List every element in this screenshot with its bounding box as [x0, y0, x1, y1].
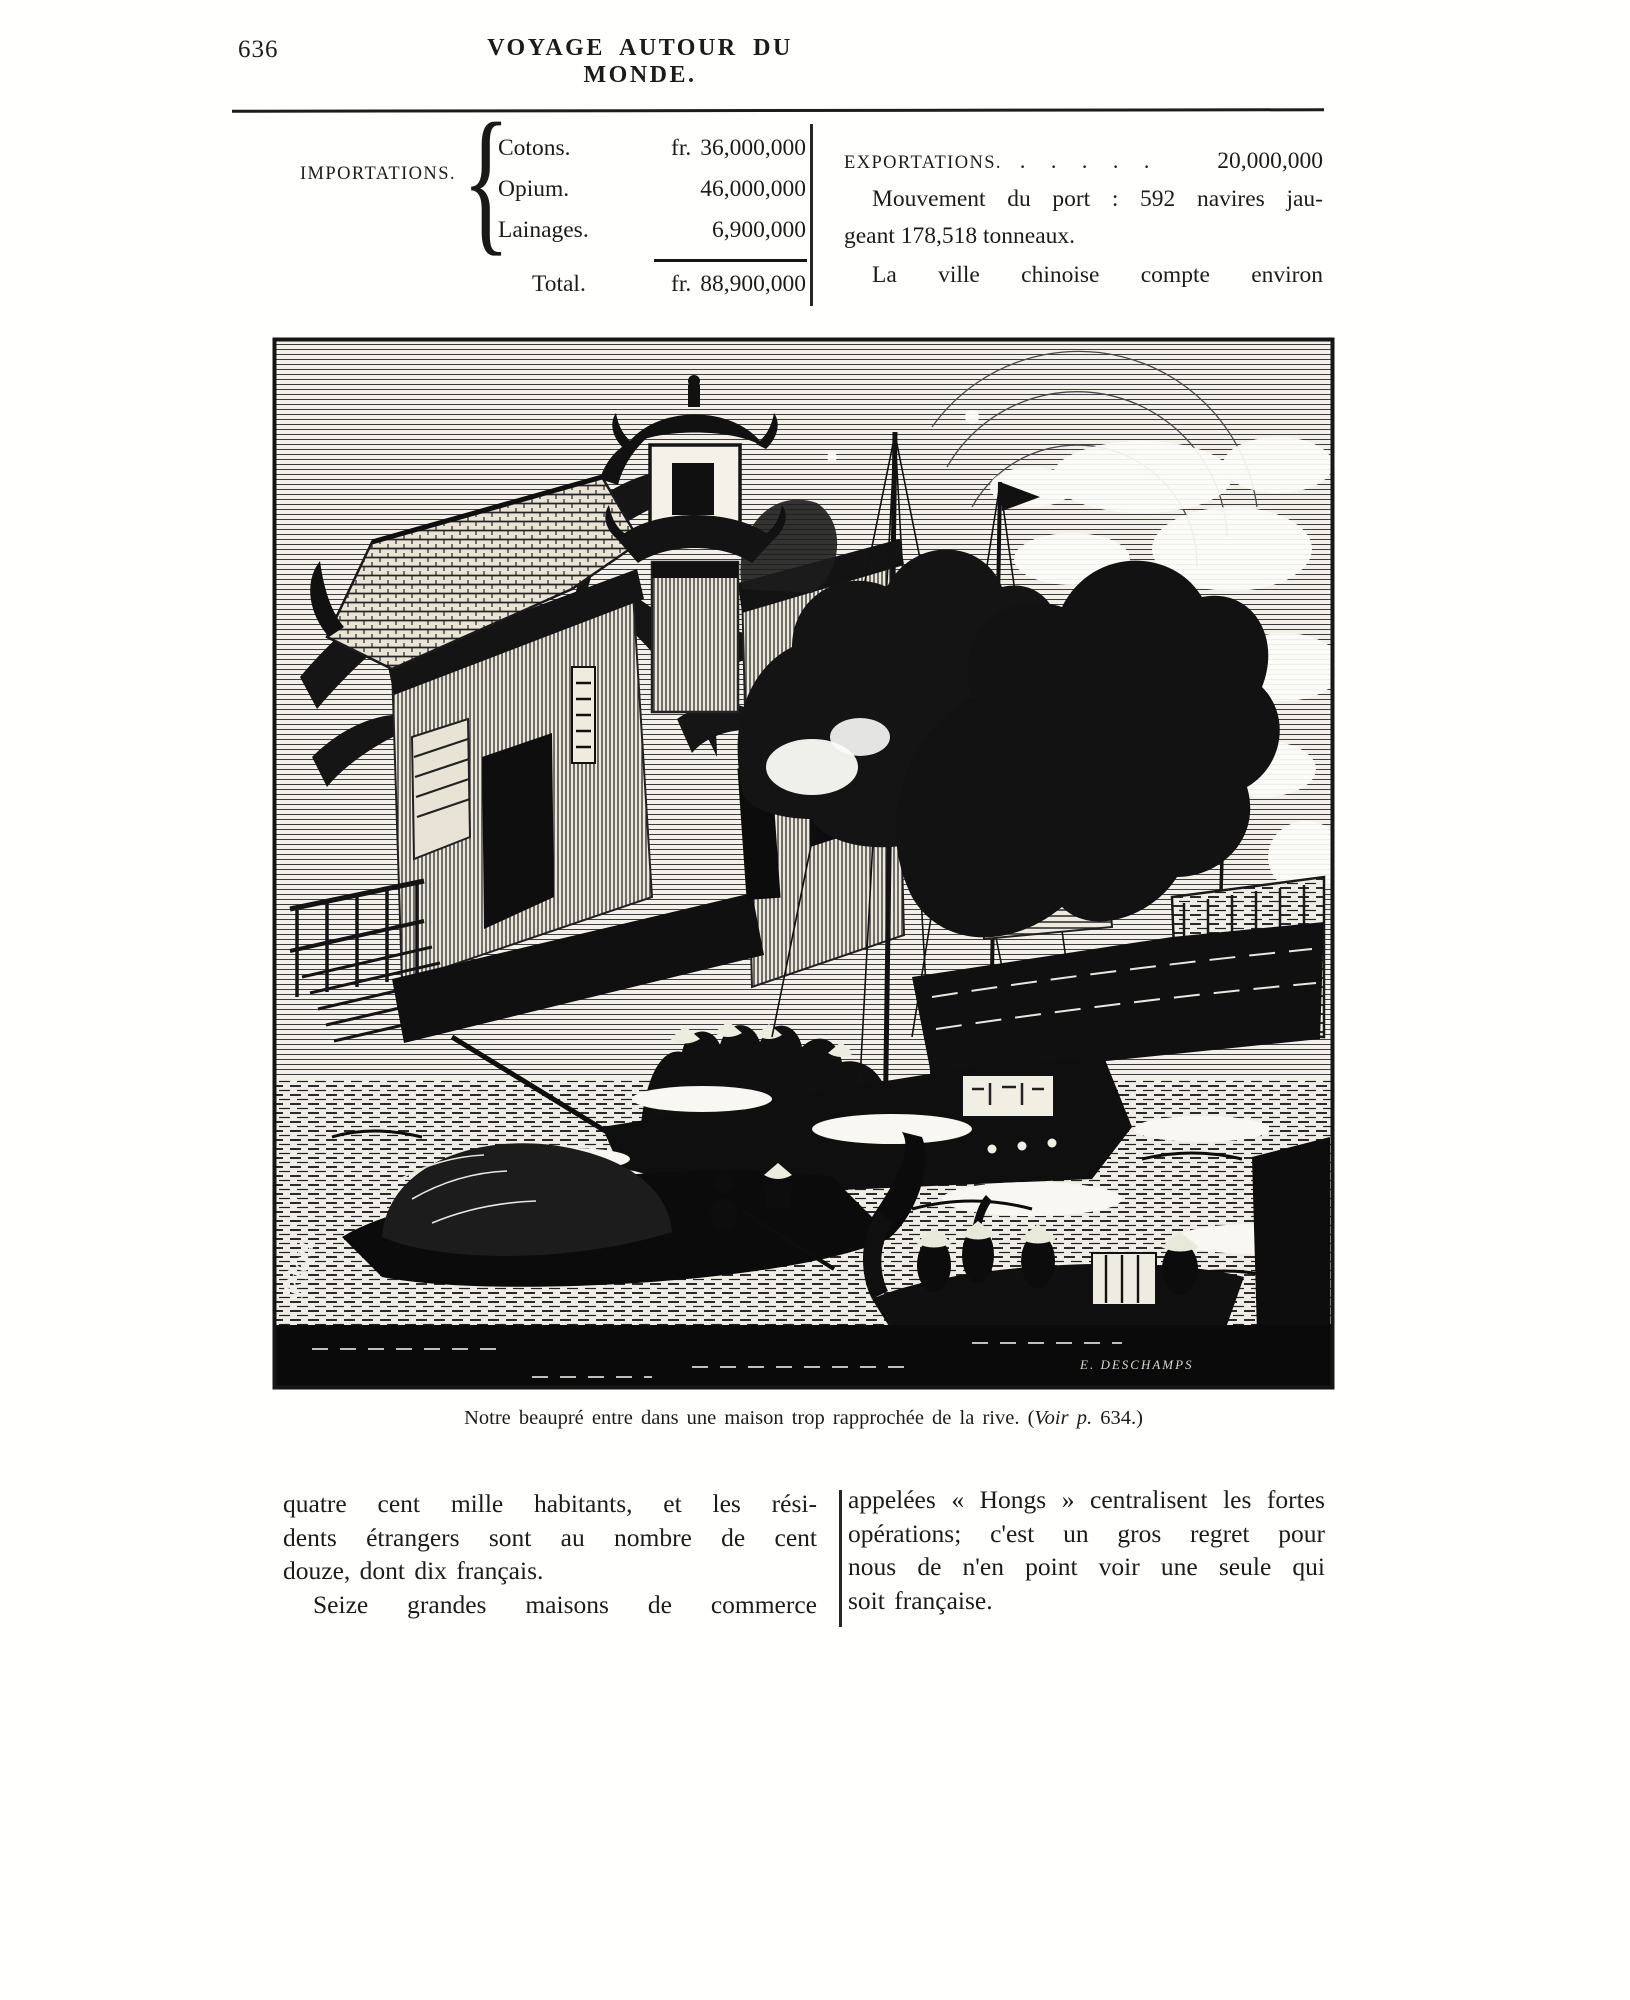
exportations-line [844, 148, 1323, 175]
chinese-city-line: La ville chinoise compte environ [872, 262, 1323, 288]
stat-row-lainages [498, 210, 806, 251]
caption-text: Notre beaupré entre dans une maison trop rapprochée de la rive. ( [464, 1407, 1035, 1429]
stat-value: 46,000,000 [700, 176, 806, 202]
engraving-illustration [272, 337, 1335, 1390]
stat-unit: fr. [671, 135, 692, 161]
port-movement-line-2: geant 178,518 tonneaux. [844, 223, 1076, 249]
caption-italic: Voir p. [1034, 1407, 1093, 1429]
stat-name: Lainages. [498, 217, 589, 243]
running-title: VOYAGE AUTOUR DU MONDE. [487, 35, 793, 88]
body-line: Seize grandes maisons de commerce [313, 1589, 817, 1619]
body-column-right [848, 1483, 1325, 1617]
body-line: appelées « Hongs » centralisent les fortes [848, 1485, 1325, 1514]
body-column-left [283, 1487, 817, 1621]
column-divider [839, 1490, 842, 1627]
caption-end: 634.) [1092, 1407, 1143, 1429]
total-unit: fr. [671, 271, 692, 297]
statistics-block [232, 91, 1324, 312]
illustration-caption [272, 1407, 1335, 1430]
exportations-label: EXPORTATIONS. [844, 153, 1002, 173]
dot-leaders: . . . . . [1019, 148, 1160, 173]
stat-row-cotons [498, 128, 806, 169]
artist-signature-riou: Riou [276, 1238, 321, 1301]
bottom-water [276, 1325, 1331, 1386]
total-rule [654, 259, 807, 262]
importations-rows [498, 128, 806, 251]
stat-value: 6,900,000 [712, 217, 806, 243]
total-value: 88,900,000 [700, 271, 806, 297]
body-line: dents étrangers sont au nombre de cent [283, 1522, 817, 1552]
total-label: Total. [532, 271, 586, 297]
page-number: 636 [238, 36, 279, 63]
body-line: opérations; c'est un gros regret pour [848, 1518, 1325, 1548]
crate [1092, 1253, 1156, 1305]
body-line: soit française. [848, 1585, 993, 1615]
total-row [532, 264, 806, 304]
engraving-port-scene [272, 337, 1335, 1390]
port-movement-line-1: Mouvement du port : 592 navires jau- [872, 186, 1323, 212]
body-line: quatre cent mille habitants, et les rési- [283, 1489, 817, 1518]
foreground-right-mass [1252, 1137, 1330, 1333]
stat-name: Opium. [498, 176, 570, 202]
stat-name: Cotons. [498, 135, 571, 161]
column-divider [810, 124, 813, 306]
stat-value: 36,000,000 [700, 135, 806, 161]
exportations-value: 20,000,000 [1217, 148, 1323, 174]
body-line: douze, dont dix français. [283, 1556, 544, 1585]
body-line: nous de n'en point voir une seule qui [848, 1552, 1325, 1581]
stat-row-opium [498, 169, 806, 210]
importations-label: IMPORTATIONS. [300, 164, 456, 184]
importations-brace: { [462, 91, 511, 270]
engraver-signature-deschamps: E. DESCHAMPS [1080, 1357, 1194, 1372]
